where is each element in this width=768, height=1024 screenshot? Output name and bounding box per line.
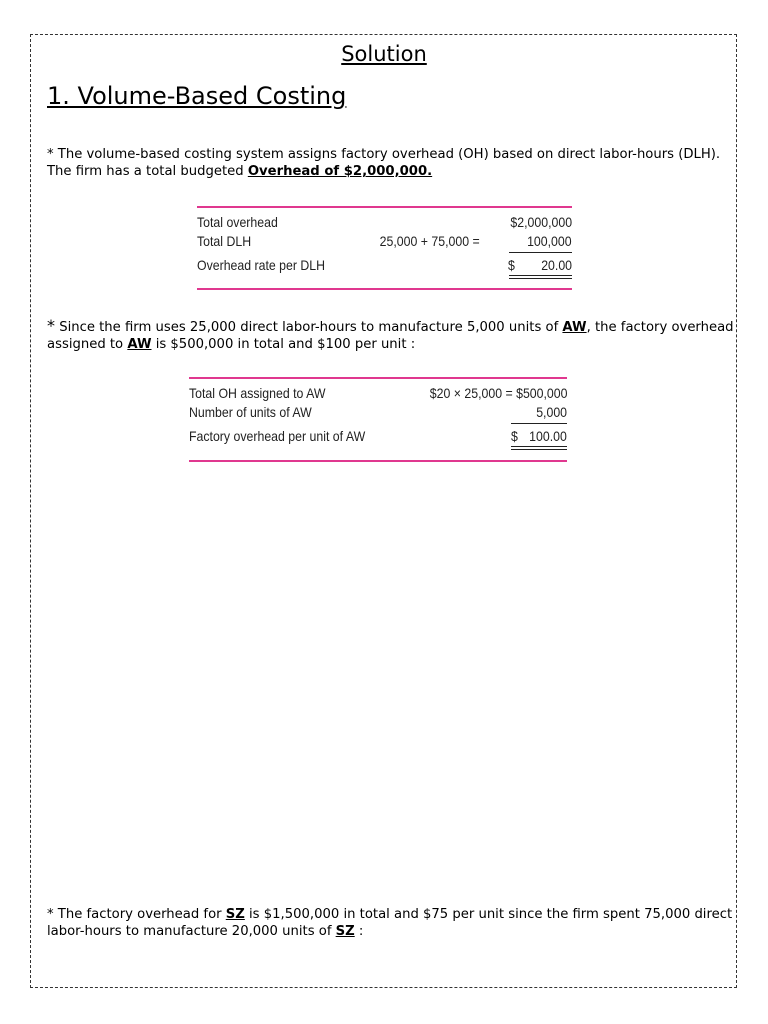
subtotal-underline: [509, 252, 572, 253]
aw-overhead-table: [189, 377, 567, 462]
paragraph-overhead-intro: [47, 146, 737, 180]
paragraph-text: Since the firm uses 25,000 direct labor-hours to manufacture 5,000 units of: [55, 320, 563, 335]
table-row: [197, 214, 572, 232]
paragraph-aw-overhead: [47, 317, 737, 353]
row-calculation: $20 × 25,000 = $500,000: [429, 385, 567, 401]
page-heading: Solution: [341, 42, 427, 66]
overhead-rate-table: [197, 206, 572, 290]
row-value: 20.00: [541, 257, 572, 273]
table-top-rule: [197, 206, 572, 208]
product-aw: AW: [562, 320, 587, 335]
table-top-rule: [189, 377, 567, 379]
row-value: 100.00: [529, 428, 567, 444]
total-double-underline: [511, 449, 567, 450]
row-label: Number of units of AW: [189, 404, 312, 420]
row-calculation: 25,000 + 75,000 =: [379, 233, 480, 249]
paragraph-text: , the factory overhead assigned to: [47, 320, 734, 352]
subtotal-underline: [511, 423, 567, 424]
row-label: Overhead rate per DLH: [197, 257, 326, 273]
paragraph-text: is $500,000 in total and $100 per unit :: [151, 337, 416, 352]
total-double-underline: [509, 278, 572, 279]
row-value: $2,000,000: [510, 214, 572, 230]
table-row: [197, 233, 572, 251]
table-row: [189, 428, 567, 446]
table-row: [189, 385, 567, 403]
table-row: [189, 404, 567, 422]
total-double-underline: [511, 446, 567, 447]
total-double-underline: [509, 275, 572, 276]
paragraph-text: is $1,500,000 in total and $75 per unit since the firm spent 75,000 direct labor-hours to manufacture 20,000 units of: [47, 907, 733, 939]
table-row: [197, 257, 572, 275]
product-sz: SZ: [335, 924, 355, 939]
section-title: 1. Volume-Based Costing: [47, 82, 347, 110]
product-aw: AW: [127, 337, 152, 352]
row-label: Total DLH: [197, 233, 252, 249]
currency-symbol: $: [511, 428, 518, 444]
paragraph-text: * The factory overhead for: [47, 907, 226, 922]
paragraph-text: :: [354, 924, 364, 939]
row-label: Total overhead: [197, 214, 278, 230]
paragraph-text: * The volume-based costing system assigns factory overhead (OH) based on direct labor-hours (DLH). The firm has a total budgeted: [47, 147, 721, 179]
paragraph-sz-overhead: [47, 906, 737, 940]
overhead-total-emphasis: Overhead of $2,000,000.: [247, 164, 433, 179]
row-value: 100,000: [527, 233, 572, 249]
row-label: Total OH assigned to AW: [189, 385, 326, 401]
row-label: Factory overhead per unit of AW: [189, 428, 366, 444]
table-bottom-rule: [197, 288, 572, 290]
row-value: 5,000: [536, 404, 567, 420]
table-bottom-rule: [189, 460, 567, 462]
product-sz: SZ: [225, 907, 245, 922]
currency-symbol: $: [508, 257, 515, 273]
bullet-star: *: [47, 316, 55, 335]
